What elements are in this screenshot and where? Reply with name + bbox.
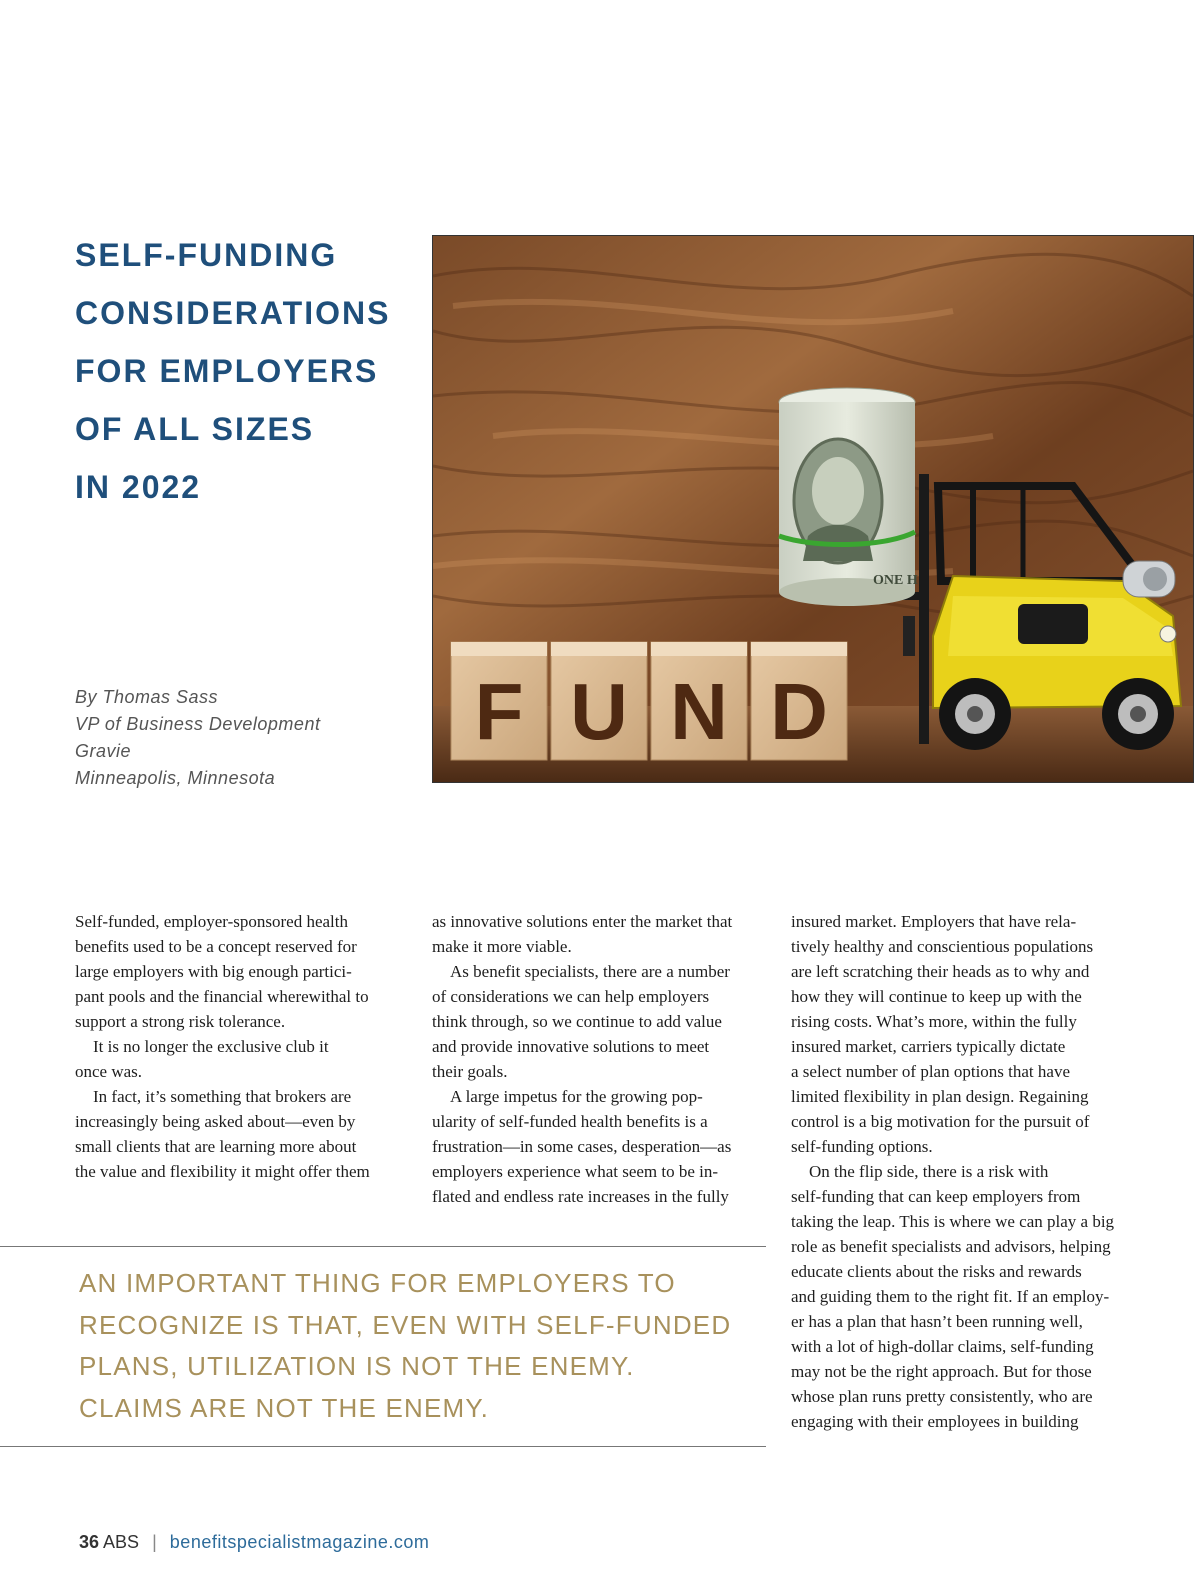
body-line: of considerations we can help employers: [432, 987, 710, 1006]
block-letter-d: D: [770, 667, 828, 756]
body-line: and guiding them to the right fit. If an employ-: [791, 1287, 1110, 1306]
body-line: and provide innovative solutions to meet: [432, 1037, 710, 1056]
body-line: On the flip side, there is a risk with: [809, 1162, 1049, 1181]
body-line: the value and flexibility it might offer them: [75, 1162, 370, 1181]
body-line: frustration—in some cases, desperation—as: [432, 1137, 732, 1156]
body-line: once was.: [75, 1062, 143, 1081]
body-column-2: [432, 909, 758, 1209]
block-letter-f: F: [474, 667, 524, 756]
body-line: engaging with their employees in building: [791, 1412, 1079, 1431]
body-line: whose plan runs pretty consistently, who are: [791, 1387, 1093, 1406]
body-line: how they will continue to keep up with the: [791, 987, 1082, 1006]
body-line: er has a plan that hasn’t been running well,: [791, 1312, 1083, 1331]
body-line: In fact, it’s something that brokers are: [93, 1087, 352, 1106]
page-footer: [79, 1532, 429, 1553]
pull-quote-line: PLANS, UTILIZATION IS NOT THE ENEMY.: [79, 1351, 635, 1381]
body-line: flated and endless rate increases in the fully: [432, 1187, 729, 1206]
page-number: 36: [79, 1532, 100, 1552]
body-column-1: [75, 909, 401, 1184]
pull-quote-bottom-rule: [0, 1446, 766, 1447]
money-roll: [779, 388, 918, 606]
body-line: small clients that are learning more about: [75, 1137, 357, 1156]
pull-quote-top-rule: [0, 1246, 766, 1247]
pull-quote: [79, 1263, 769, 1429]
body-line: tively healthy and conscientious populations: [791, 937, 1094, 956]
body-line: As benefit specialists, there are a number: [450, 962, 730, 981]
title-line: IN 2022: [75, 469, 202, 505]
title-line: FOR EMPLOYERS: [75, 353, 379, 389]
body-line: self-funding that can keep employers from: [791, 1187, 1081, 1206]
title-line: OF ALL SIZES: [75, 411, 315, 447]
body-line: increasingly being asked about—even by: [75, 1112, 356, 1131]
body-line: A large impetus for the growing pop-: [450, 1087, 703, 1106]
body-line: insured market. Employers that have rela-: [791, 912, 1077, 931]
body-line: think through, so we continue to add value: [432, 1012, 722, 1031]
body-line: employers experience what seem to be in-: [432, 1162, 719, 1181]
body-line: a select number of plan options that have: [791, 1062, 1070, 1081]
block-letter-n: N: [670, 667, 728, 756]
fund-forklift-illustration: [433, 236, 1193, 782]
author-location: Minneapolis, Minnesota: [75, 768, 276, 788]
body-line: role as benefit specialists and advisors, helping: [791, 1237, 1111, 1256]
block-letter-u: U: [570, 667, 628, 756]
article-photo: [432, 235, 1194, 783]
body-line: support a strong risk tolerance.: [75, 1012, 286, 1031]
body-line: with a lot of high-dollar claims, self-funding: [791, 1337, 1094, 1356]
title-line: CONSIDERATIONS: [75, 295, 391, 331]
website-link[interactable]: benefitspecialistmagazine.com: [169, 1532, 430, 1552]
body-line: control is a big motivation for the pursuit of: [791, 1112, 1090, 1131]
bill-denomination-text: ONE H: [873, 573, 918, 588]
pull-quote-line: CLAIMS ARE NOT THE ENEMY.: [79, 1392, 489, 1423]
body-line: their goals.: [432, 1062, 508, 1081]
body-line: pant pools and the financial wherewithal to: [75, 987, 369, 1006]
article-title: [75, 226, 425, 516]
body-line: make it more viable.: [432, 937, 572, 956]
author-byline: [75, 684, 320, 792]
author-name: By Thomas Sass: [75, 687, 219, 707]
body-line: benefits used to be a concept reserved for: [75, 937, 357, 956]
body-line: rising costs. What’s more, within the fully: [791, 1012, 1077, 1031]
body-line: limited flexibility in plan design. Regaining: [791, 1087, 1089, 1106]
body-line: may not be the right approach. But for those: [791, 1362, 1092, 1381]
pull-quote-line: RECOGNIZE IS THAT, EVEN WITH SELF-FUNDED: [79, 1309, 732, 1340]
body-line: taking the leap. This is where we can play a big: [791, 1212, 1115, 1231]
title-line: SELF-FUNDING: [75, 237, 338, 273]
body-line: insured market, carriers typically dictate: [791, 1037, 1066, 1056]
body-line: educate clients about the risks and rewards: [791, 1262, 1082, 1281]
body-line: It is no longer the exclusive club it: [93, 1037, 329, 1056]
body-line: ularity of self-funded health benefits is a: [432, 1112, 708, 1131]
author-company: Gravie: [75, 741, 132, 761]
body-line: self-funding options.: [791, 1137, 933, 1156]
body-column-3: [791, 909, 1117, 1434]
body-line: are left scratching their heads as to why and: [791, 962, 1090, 981]
body-line: Self-funded, employer-sponsored health: [75, 912, 348, 931]
body-line: large employers with big enough partici-: [75, 962, 352, 981]
author-role: VP of Business Development: [75, 714, 321, 734]
body-line: as innovative solutions enter the market that: [432, 912, 733, 931]
pull-quote-line: AN IMPORTANT THING FOR EMPLOYERS TO: [79, 1268, 676, 1298]
footer-separator: |: [152, 1532, 157, 1552]
publication-name: ABS: [103, 1532, 140, 1552]
